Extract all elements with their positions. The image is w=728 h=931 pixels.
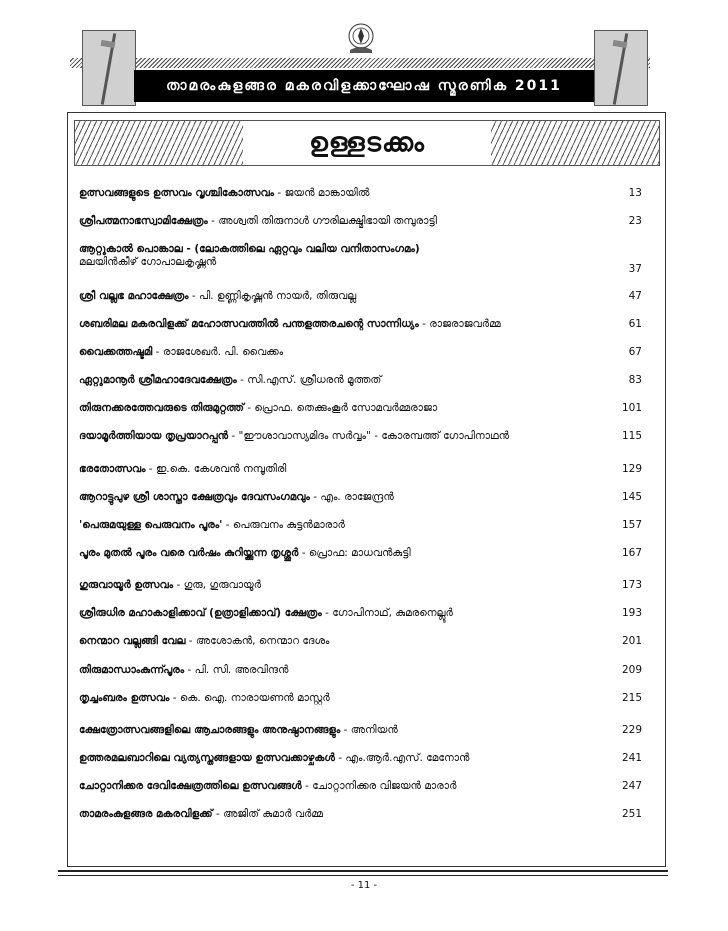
entry-page-number: 101	[621, 402, 642, 414]
contents-entry	[79, 491, 639, 504]
entry-author: പ്രൊഫ: മാധവൻകുട്ടി	[308, 547, 411, 559]
entry-separator: -	[173, 579, 184, 591]
hatch-decoration-left	[75, 121, 243, 165]
entry-author: കെ. ഐ. നാരായണൻ മാസ്റ്റർ	[179, 692, 330, 704]
entry-separator: -	[145, 463, 156, 475]
entry-separator: -	[212, 808, 224, 820]
entry-page-number: 229	[621, 724, 642, 736]
entry-separator: -	[184, 664, 195, 676]
entry-separator: -	[152, 346, 163, 358]
entry-separator: -	[207, 215, 219, 227]
entry-author: അശ്വതി തിരുനാൾ ഗൗരിലക്ഷ്മിഭായി തമ്പുരാട്ടി	[218, 215, 437, 227]
entry-author: അനിയൻ	[350, 724, 398, 736]
entry-title: ഭരതോത്സവം	[79, 463, 146, 475]
entry-title: ആറാട്ടുപുഴ ശ്രീ ശാസ്താ ക്ഷേത്രവും ദേവസംഗമവും	[79, 491, 310, 503]
contents-entry	[79, 724, 639, 737]
bottom-rule-thin	[58, 875, 668, 876]
entry-title: 'പെരുമയുള്ള പെരുവനം പൂരം'	[79, 519, 223, 531]
entry-page-number: 47	[628, 290, 642, 302]
entry-title: പൂരം മുതൽ പൂരം വരെ വർഷം കുറിയ്ക്കുന്ന തൃശ്ശൂർ	[79, 547, 299, 559]
entry-separator: -	[236, 374, 248, 386]
contents-entry	[79, 635, 639, 648]
entry-title: ശ്രീരുധിര മഹാകാളിക്കാവ് (ഉത്രാളിക്കാവ്) ക്ഷേത്രം	[79, 607, 322, 619]
entry-title: ഉത്സവങ്ങളുടെ ഉത്സവം വൃശ്ചികോത്സവം	[79, 187, 275, 199]
entry-page-number: 37	[628, 263, 642, 275]
entry-separator: -	[243, 402, 255, 414]
entry-separator: -	[418, 318, 430, 330]
entry-author: ഇ.കെ. കേശവൻ നമ്പൂതിരി	[155, 463, 287, 475]
contents-entry	[79, 664, 639, 677]
entry-separator: -	[340, 724, 351, 736]
entry-title: ശ്രീ വല്ലഭ മഹാക്ഷേത്രം	[79, 290, 189, 302]
entry-page-number: 241	[621, 752, 642, 764]
entry-page-number: 201	[621, 635, 642, 647]
contents-entry	[79, 780, 639, 793]
entry-page-number: 67	[628, 346, 642, 358]
hatch-decoration-right	[491, 121, 659, 165]
contents-entry	[79, 579, 639, 592]
entry-title: ഉത്തരമലബാറിലെ വ്യത്യസ്തങ്ങളായ ഉത്സവക്കാഴ്ചകൾ	[79, 752, 335, 764]
entry-author: "ഈശാവാസ്യമിദം സർവ്വം" - കോരമ്പത്ത് ഗോപിനാഥൻ	[238, 430, 510, 442]
lamp-emblem-icon	[342, 20, 380, 58]
entry-title: വൈക്കത്തഷ്ടമി	[79, 346, 153, 358]
entry-title: തിരുമാന്ധാംകുന്ന്പൂരം	[79, 664, 185, 676]
entry-separator: -	[228, 430, 239, 442]
entry-page-number: 129	[621, 463, 642, 475]
magazine-title: താമരംകുളങ്ങര മകരവിളക്കാഘോഷ സ്മരണിക 2011	[166, 78, 562, 94]
contents-entry	[79, 402, 639, 415]
entry-separator: -	[274, 187, 285, 199]
entry-title: ആറ്റുകാൽ പൊങ്കാല - (ലോകത്തിലെ ഏറ്റവും വലിയ വനിതാസംഗമം)	[79, 243, 420, 255]
entry-page-number: 23	[628, 215, 642, 227]
entry-title: ശ്രീപത്മനാഭസ്വാമിക്ഷേത്രം	[79, 215, 208, 227]
entry-title: തൃച്ചംബരം ഉത്സവം	[79, 692, 170, 704]
entry-author: പി. സി. അരവിന്ദൻ	[194, 664, 289, 676]
bottom-rule	[58, 870, 668, 872]
entry-page-number: 251	[621, 808, 642, 820]
entry-author: ചോറ്റാനിക്കര വിജയൻ മാരാർ	[312, 780, 457, 792]
contents-heading: ഉള്ളടക്കം	[309, 127, 425, 158]
entry-author: പ്രൊഫ. തെക്കുംകൂർ സോമവർമ്മരാജാ	[254, 402, 438, 414]
entry-separator: -	[185, 635, 196, 647]
entry-author: സി.എസ്. ശ്രീധരൻ മൂത്തത്	[247, 374, 382, 386]
contents-entry	[79, 187, 639, 200]
entry-title: ദയാമൂർത്തിയായ തൃപ്രയാറപ്പൻ	[79, 430, 229, 442]
entry-author: ജയൻ മാങ്കായിൽ	[284, 187, 370, 199]
contents-entry	[79, 692, 639, 705]
entry-author: ഗോപിനാഥ്, കുമരനെല്ലൂർ	[332, 607, 453, 619]
entry-separator: -	[222, 519, 233, 531]
contents-entry	[79, 215, 639, 228]
entry-page-number: 157	[621, 519, 642, 531]
entry-title: നെന്മാറ വല്ലങ്ങി വേല	[79, 635, 186, 647]
contents-entry	[79, 519, 639, 532]
entry-page-number: 115	[621, 430, 642, 442]
contents-entry	[79, 290, 639, 303]
contents-entry	[79, 607, 639, 620]
contents-entry	[79, 346, 639, 359]
entry-separator: -	[334, 752, 346, 764]
entry-page-number: 209	[621, 664, 642, 676]
entry-page-number: 215	[621, 692, 642, 704]
entry-page-number: 61	[628, 318, 642, 330]
entry-author: പെരുവനം കുട്ടൻമാരാർ	[232, 519, 345, 531]
entry-author: മലയിൻകീഴ് ഗോപാലകൃഷ്ണൻ	[79, 256, 217, 268]
contents-entry	[79, 752, 639, 765]
entry-title: താമരംകുളങ്ങര മകരവിളക്ക്	[79, 808, 213, 820]
entry-page-number: 167	[621, 547, 642, 559]
entry-title: തിരുനക്കരത്തേവരുടെ തിരുമുറ്റത്ത്	[79, 402, 244, 414]
entry-page-number: 247	[621, 780, 642, 792]
entry-author: രാജരാജവർമ്മ	[429, 318, 501, 330]
entry-separator: -	[309, 491, 321, 503]
entry-separator: -	[169, 692, 180, 704]
contents-entry	[79, 547, 639, 560]
top-decorative-band	[70, 58, 650, 68]
entry-page-number: 13	[628, 187, 642, 199]
corner-image-right	[594, 30, 648, 106]
entry-page-number: 173	[621, 579, 642, 591]
corner-image-left	[82, 30, 136, 106]
entry-title: ശബരിമല മകരവിളക്ക് മഹോത്സവത്തിൽ പന്തളത്തരചന്റെ സാന്നിധ്യം	[79, 318, 419, 330]
entry-author: ഗുരു, ഗുരുവായൂർ	[183, 579, 262, 591]
magazine-title-bar	[134, 70, 594, 102]
contents-entry	[79, 463, 639, 476]
entry-separator: -	[188, 290, 200, 302]
entry-author: അശോകൻ, നെന്മാറ ദേശം	[195, 635, 330, 647]
page-number: - 11 -	[350, 880, 378, 891]
entry-author: അജിത് കുമാർ വർമ്മ	[223, 808, 323, 820]
contents-entry	[79, 243, 639, 269]
contents-entry	[79, 808, 639, 821]
entry-separator: -	[301, 780, 313, 792]
contents-entry	[79, 374, 639, 387]
contents-entry	[79, 430, 639, 443]
entry-title: ഗുരുവായൂർ ഉത്സവം	[79, 579, 174, 591]
entry-author: എം.ആർ.എസ്. മേനോൻ	[345, 752, 470, 764]
contents-entry	[79, 318, 639, 331]
entry-author: എം. രാജേന്ദ്രൻ	[320, 491, 394, 503]
entry-separator: -	[298, 547, 309, 559]
entry-title: ഏറ്റുമാനൂർ ശ്രീമഹാദേവക്ഷേത്രം	[79, 374, 237, 386]
entry-separator: -	[321, 607, 333, 619]
entry-author: പി. ഉണ്ണികൃഷ്ണൻ നായർ, തിരുവല്ല	[199, 290, 357, 302]
entry-author: രാജശേഖർ. പി. വൈക്കം	[162, 346, 284, 358]
entry-title: ക്ഷേത്രോത്സവങ്ങളിലെ ആചാരങ്ങളും അനുഷ്ഠാനങ്ങളും	[79, 724, 341, 736]
entry-page-number: 83	[628, 374, 642, 386]
contents-header	[74, 120, 660, 166]
entry-title: ചോറ്റാനിക്കര ദേവിക്ഷേത്രത്തിലെ ഉത്സവങ്ങൾ	[79, 780, 302, 792]
entry-page-number: 145	[621, 491, 642, 503]
entry-page-number: 193	[621, 607, 642, 619]
